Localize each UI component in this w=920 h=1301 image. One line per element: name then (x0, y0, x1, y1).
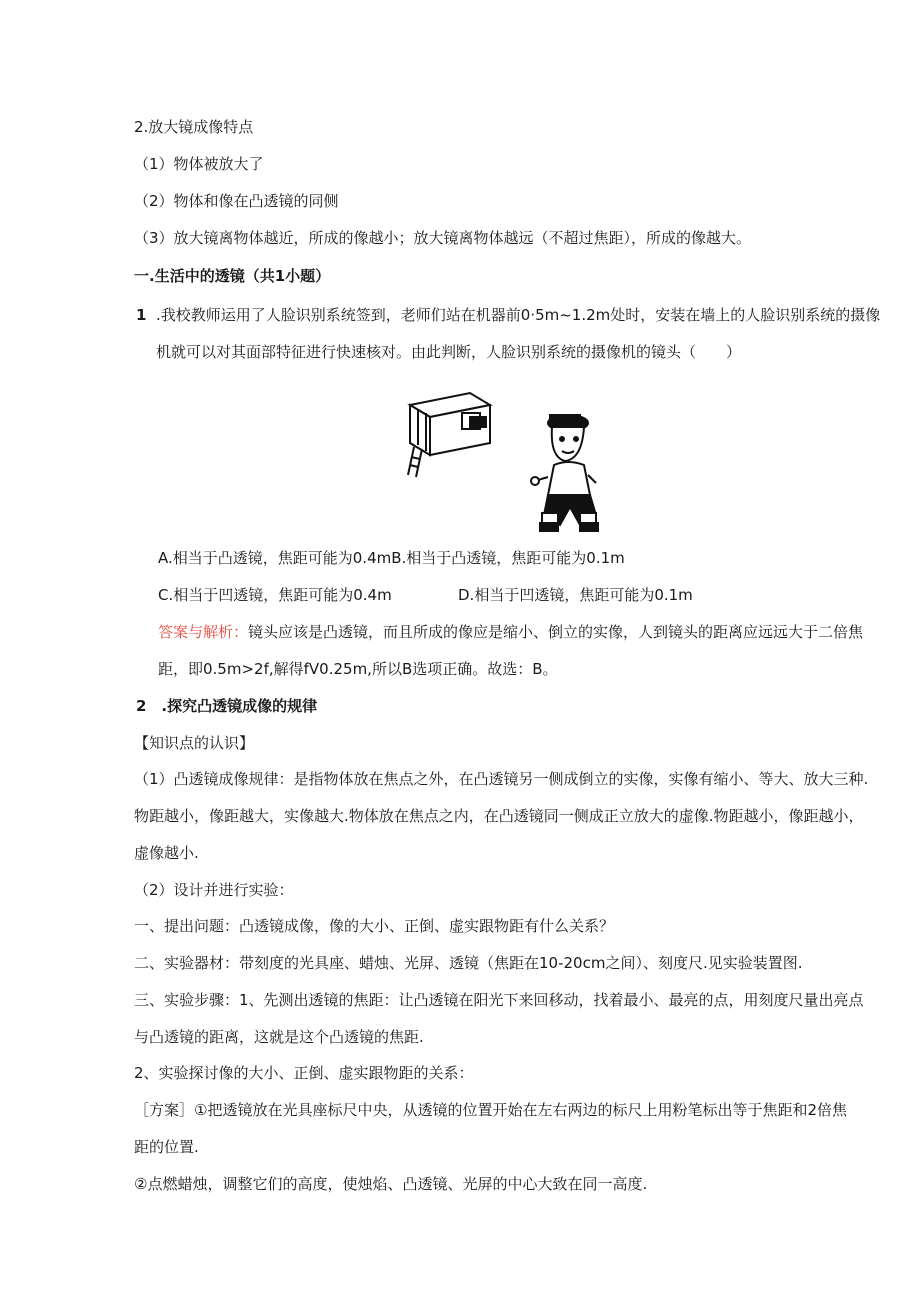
step-3-line2: 与凸透镜的距离，这就是这个凸透镜的焦距. (134, 1028, 424, 1046)
step-4: 2、实验探讨像的大小、正倒、虚实跟物距的关系： (134, 1064, 474, 1082)
section-heading-life: 一.生活中的透镜（共1小题） (134, 267, 331, 285)
question-text-line2: 机就可以对其面部特征进行快速核对。由此判断，人脸识别系统的摄像机的镜头（ ） (156, 343, 742, 361)
question-number: 1 (136, 306, 147, 324)
plan-line2: 距的位置. (134, 1138, 199, 1156)
option-a-b: A.相当于凸透镜，焦距可能为0.4mB.相当于凸透镜，焦距可能为0.1m (158, 549, 625, 567)
option-d: D.相当于凹透镜，焦距可能为0.1m (458, 586, 693, 604)
magnifier-point-3: （3）放大镜离物体越近，所成的像越小；放大镜离物体越远（不超过焦距），所成的像越大。 (134, 229, 752, 247)
plan-line1: ［方案］①把透镜放在光具座标尺中央，从透镜的位置开始在左右两边的标尺上用粉笔标出等于焦距和2倍焦 (134, 1101, 847, 1119)
knowledge-title: 【知识点的认识】 (134, 734, 255, 752)
section-heading-explore: 2 .探究凸透镜成像的规律 (136, 697, 318, 715)
rule-line2: 物距越小，像距越大，实像越大.物体放在焦点之内，在凸透镜同一侧成正立放大的虚像.物距越小，像距越小， (134, 807, 864, 825)
design-heading: （2）设计并进行实验： (134, 881, 294, 899)
magnifier-point-2: （2）物体和像在凸透镜的同侧 (134, 192, 339, 210)
step-1: 一、提出问题：凸透镜成像，像的大小、正倒、虚实跟物距有什么关系？ (134, 917, 615, 935)
camera-and-person-illustration (400, 385, 600, 535)
rule-line1: （1）凸透镜成像规律：是指物体放在焦点之外，在凸透镜另一侧成倒立的实像，实像有缩小、等大、放大三种. (134, 770, 869, 788)
section-heading-magnifier: 2.放大镜成像特点 (134, 118, 254, 136)
step-3-line1: 三、实验步骤：1、先测出透镜的焦距：让凸透镜在阳光下来回移动，找着最小、最亮的点，用刻度尺量出亮点 (134, 991, 864, 1009)
plan-step-2: ②点燃蜡烛，调整它们的高度，使烛焰、凸透镜、光屏的中心大致在同一高度. (134, 1175, 648, 1193)
answer-line2: 距，即0.5m>2f,解得fV0.25m,所以B选项正确。故选：B。 (158, 660, 558, 678)
rule-line3: 虚像越小. (134, 844, 199, 862)
answer-label: 答案与解析： (158, 623, 249, 641)
question-figure (400, 385, 600, 535)
question-text-line1: .我校教师运用了人脸识别系统签到，老师们站在机器前0·5m~1.2m处时，安装在墙上的人脸识别系统的摄像 (156, 306, 881, 324)
answer-line1 (158, 622, 863, 642)
magnifier-point-1: （1）物体被放大了 (134, 155, 264, 173)
answer-text: 镜头应该是凸透镜，而且所成的像应是缩小、倒立的实像，人到镜头的距离应远远大于二倍焦 (248, 623, 864, 641)
step-2: 二、实验器材：带刻度的光具座、蜡烛、光屏、透镜（焦距在10-20cm之间）、刻度尺.见实验装置图. (134, 954, 803, 972)
option-c: C.相当于凹透镜，焦距可能为0.4m (158, 586, 392, 604)
